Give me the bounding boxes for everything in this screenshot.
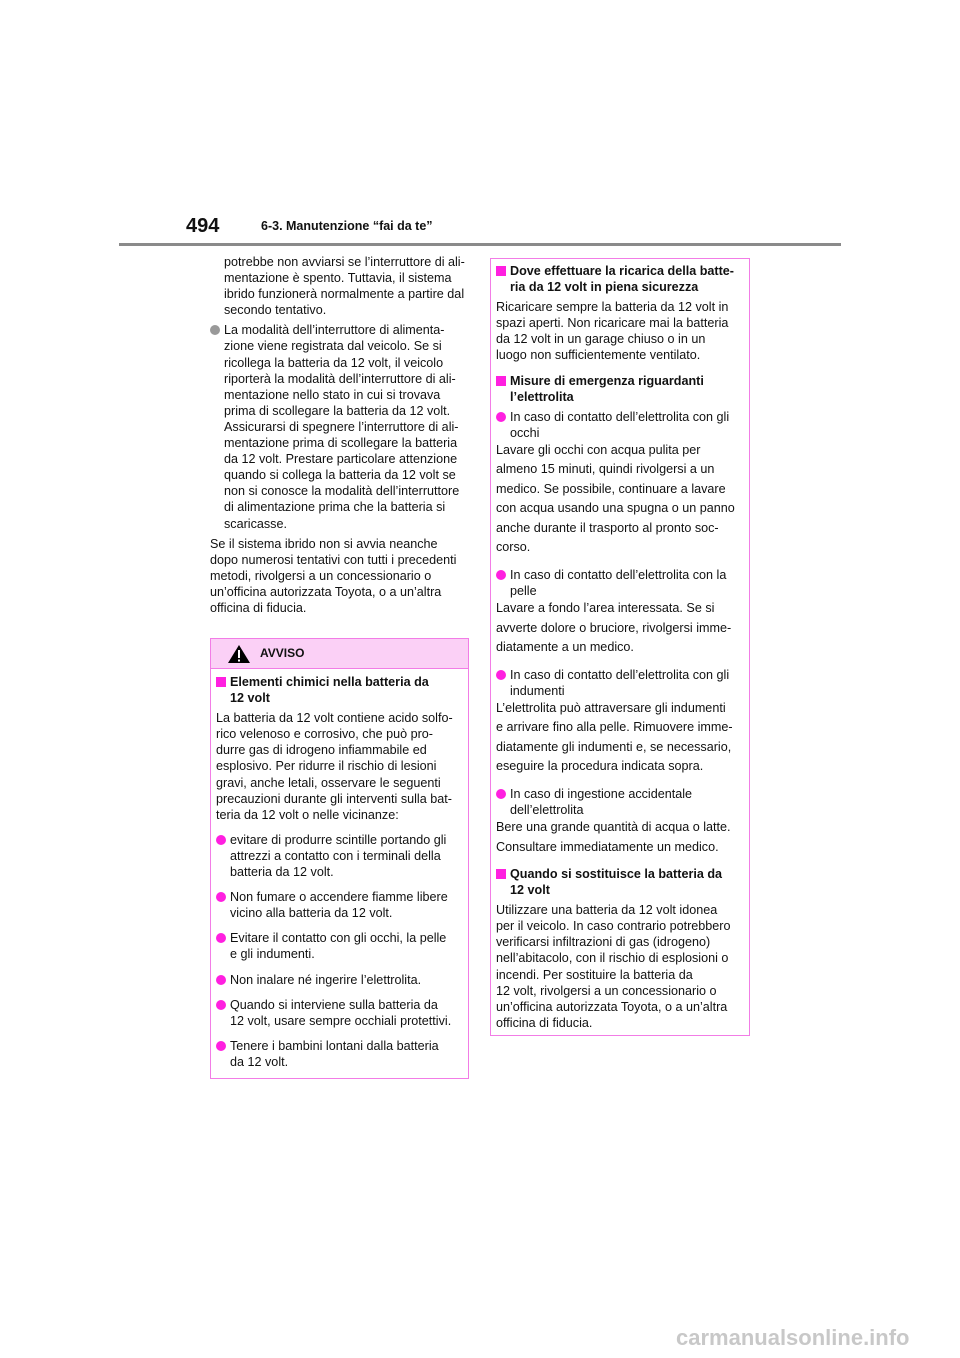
- warning-bullet: [216, 930, 463, 962]
- square-bullet-icon: [496, 266, 506, 276]
- info-box: [490, 258, 750, 1036]
- bullet-icon: [216, 1000, 226, 1010]
- bullet-icon: [210, 325, 220, 335]
- bullet-icon: [496, 570, 506, 580]
- paragraph: Lavare a fondo l’area interessata. Se si avverte dolore o bruciore, rivolgersi imme- diatamente a un medico.: [496, 601, 732, 655]
- warning-heading: Elementi chimici nella batteria da 12 volt: [216, 674, 463, 706]
- warning-bullet: [216, 1038, 463, 1070]
- bullet-icon: [496, 789, 506, 799]
- bullet-item: [210, 322, 472, 531]
- paragraph: L’elettrolita può attraversare gli indumenti e arrivare fino alla pelle. Rimuovere imme- diatamente gli indumenti e, se necessario, eseguire la procedura indicata sopra.: [496, 700, 733, 774]
- bullet-icon: [216, 933, 226, 943]
- warning-intro: La batteria da 12 volt contiene acido solfo- rico velenoso e corrosivo, che può pro- durre gas di idrogeno infiammabile ed esplosivo. Per ridurre il rischio di lesioni gravi, anche letali, osservare le seguenti precauzioni durante gli interventi sulla bat- teria da 12 volt o nelle vicinanze:: [216, 711, 453, 822]
- section-title: 6-3. Manutenzione “fai da te”: [261, 219, 433, 233]
- warning-bullet: [216, 997, 463, 1029]
- paragraph: potrebbe non avviarsi se l’interruttore di ali- mentazione è spento. Tuttavia, il sistema ibrido funzionerà normalmente a partire dal secondo tentativo.: [224, 255, 465, 318]
- left-column: [210, 254, 472, 616]
- bullet-icon: [216, 835, 226, 845]
- bullet-text: In caso di contatto dell’elettrolita con gli occhi: [510, 409, 730, 440]
- paragraph: Bere una grande quantità di acqua o latte. Consultare immediatamente un medico.: [496, 820, 731, 854]
- bullet-icon: [216, 892, 226, 902]
- warning-bullet: [216, 889, 463, 921]
- paragraph: Lavare gli occhi con acqua pulita per almeno 15 minuti, quindi rivolgersi a un medico. Se possibile, continuare a lavare con acqua usando una spugna o un panno anche durante il trasporto al pronto soc- corso.: [496, 442, 735, 555]
- warning-triangle-icon: [227, 644, 251, 664]
- bullet-text: In caso di contatto dell’elettrolita con la pelle: [510, 567, 727, 599]
- bullet-icon: [496, 670, 506, 680]
- bullet-text: Non inalare né ingerire l’elettrolita.: [230, 972, 422, 987]
- warning-bullet: [216, 832, 463, 880]
- warning-box: [210, 638, 469, 1079]
- bullet-text: evitare di produrre scintille portando gli attrezzi a contatto con i terminali della batteria da 12 volt.: [230, 832, 447, 880]
- bullet-icon: [496, 412, 506, 422]
- warning-bullet: [216, 972, 463, 988]
- bullet-text: Tenere i bambini lontani dalla batteria da 12 volt.: [230, 1038, 439, 1069]
- bullet-text: La modalità dell’interruttore di alimenta- zione viene registrata dal veicolo. Se si ricollega la batteria da 12 volt, il veicolo riporterà la modalità dell’interruttore di ali- mentazione nello stato in cui si trovava prima di scollegare la batteria da 12 volt. Assicurarsi di spegnere l’interruttore di ali- mentazione prima di scollegare la batteria da 12 volt. Prestare particolare attenzione quando si collega la batteria da 12 volt se non si conosce la modalità dell’interruttore di alimentazione prima che la batteria si scaricasse.: [224, 323, 460, 531]
- warning-header: [211, 639, 468, 669]
- paragraph: Se il sistema ibrido non si avvia neanche dopo numerosi tentativi con tutti i precedenti metodi, rivolgersi a un concessionario o un’officina autorizzata Toyota, o a un’altra officina di fiducia.: [210, 536, 457, 615]
- bullet-item: [496, 409, 744, 441]
- info-heading: Dove effettuare la ricarica della batte- ria da 12 volt in piena sicurezza: [496, 263, 744, 295]
- paragraph: Utilizzare una batteria da 12 volt idonea per il veicolo. In caso contrario potrebbero verificarsi infiltrazioni di gas (idrogeno) nell’abitacolo, con il rischio di esplosioni o incendi. Per sostituire la batteria da 12 volt, rivolgersi a un concessionario o un’officina autorizzata Toyota, o a un’altra officina di fiducia.: [496, 903, 731, 1030]
- info-heading: Quando si sostituisce la batteria da 12 volt: [496, 866, 744, 898]
- bullet-icon: [216, 1041, 226, 1051]
- bullet-text: Quando si interviene sulla batteria da 12 volt, usare sempre occhiali protettivi.: [230, 997, 452, 1028]
- bullet-text: Evitare il contatto con gli occhi, la pelle e gli indumenti.: [230, 931, 447, 962]
- info-heading: Misure di emergenza riguardanti l’elettrolita: [496, 373, 744, 405]
- warning-title: AVVISO: [260, 646, 305, 660]
- bullet-icon: [216, 975, 226, 985]
- square-bullet-icon: [216, 677, 226, 687]
- bullet-item: [496, 567, 744, 599]
- paragraph: Ricaricare sempre la batteria da 12 volt in spazi aperti. Non ricaricare mai la batteria da 12 volt in un garage chiuso o in un luogo non sufficientemente ventilato.: [496, 300, 729, 363]
- bullet-item: [496, 667, 744, 699]
- page-number: 494: [186, 215, 220, 237]
- bullet-text: In caso di ingestione accidentale dell’elettrolita: [510, 786, 693, 817]
- square-bullet-icon: [496, 376, 506, 386]
- header-divider: [119, 243, 841, 246]
- square-bullet-icon: [496, 869, 506, 879]
- bullet-text: In caso di contatto dell’elettrolita con gli indumenti: [510, 667, 730, 698]
- bullet-text: Non fumare o accendere fiamme libere vicino alla batteria da 12 volt.: [230, 890, 448, 921]
- watermark: carmanualsonline.info: [676, 1325, 910, 1350]
- bullet-item: [496, 786, 744, 818]
